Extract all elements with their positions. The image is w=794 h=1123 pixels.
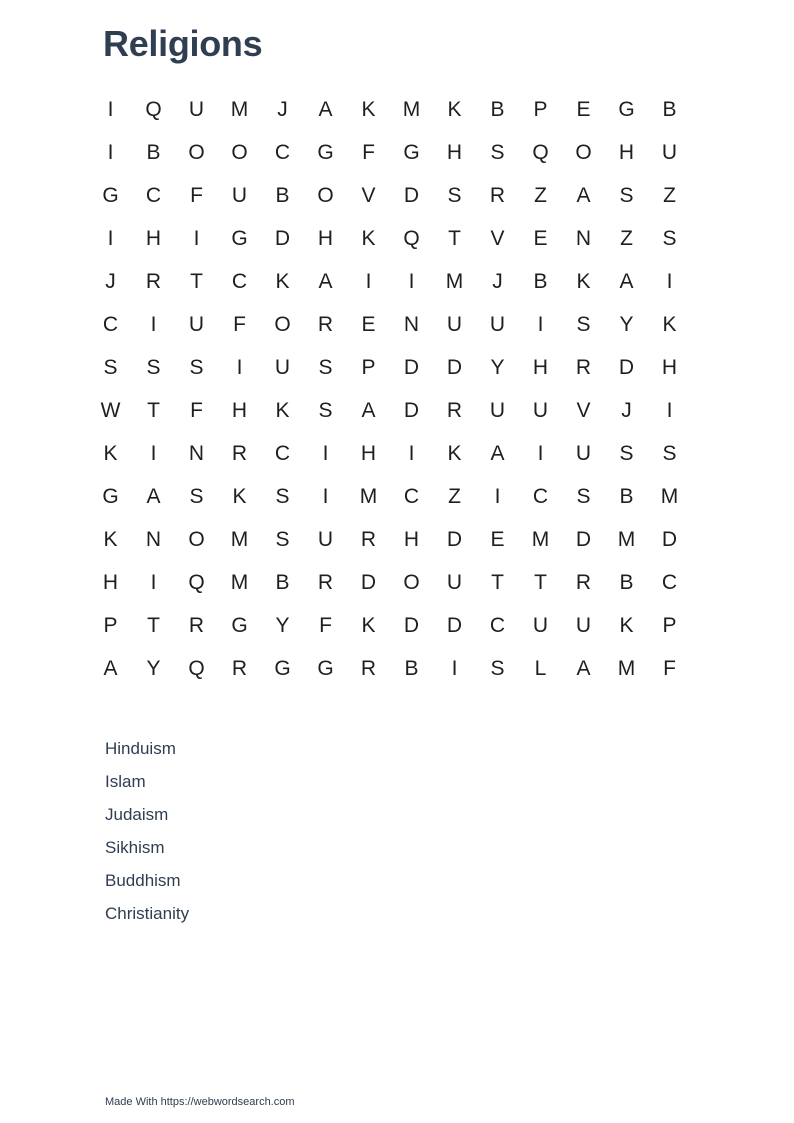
grid-cell: V [490,226,505,250]
grid-cell: P [103,613,118,637]
grid-cell: C [489,613,506,637]
grid-cell: T [190,269,203,293]
grid-cell: S [662,441,677,465]
grid-cell: C [102,312,119,336]
grid-cell: J [492,269,503,293]
grid-cell: G [231,226,248,250]
grid-cell: I [666,398,673,422]
grid-cell: I [408,269,415,293]
grid-cell: S [490,656,505,680]
grid-cell: S [146,355,161,379]
grid-cell: Q [403,226,420,250]
grid-cell: C [274,140,291,164]
grid-cell: M [230,527,249,551]
grid-cell: S [619,183,634,207]
grid-cell: R [575,355,592,379]
grid-cell: H [403,527,420,551]
grid-row [89,88,691,131]
grid-cell: H [661,355,678,379]
grid-cell: R [489,183,506,207]
grid-cell: I [494,484,501,508]
grid-cell: H [317,226,334,250]
grid-cell: K [232,484,247,508]
grid-cell: Z [448,484,461,508]
grid-cell: A [361,398,376,422]
grid-cell: D [360,570,377,594]
grid-row [89,561,691,604]
grid-cell: Q [188,656,205,680]
grid-cell: T [534,570,547,594]
grid-cell: O [231,140,248,164]
grid-row [89,131,691,174]
grid-cell: K [361,97,376,121]
grid-cell: I [150,570,157,594]
grid-cell: D [403,398,420,422]
grid-cell: S [189,355,204,379]
grid-cell: Q [532,140,549,164]
grid-cell: U [489,312,506,336]
grid-cell: C [403,484,420,508]
grid-cell: V [361,183,376,207]
grid-cell: O [188,527,205,551]
word-list-item: Islam [105,772,146,791]
grid-cell: F [190,398,203,422]
grid-cell: E [490,527,505,551]
grid-cell: M [660,484,679,508]
grid-cell: B [662,97,677,121]
grid-cell: U [446,570,463,594]
grid-cell: U [274,355,291,379]
grid-cell: Q [145,97,162,121]
grid-cell: N [145,527,162,551]
grid-cell: T [147,613,160,637]
grid-cell: M [402,97,421,121]
grid-cell: B [619,570,634,594]
grid-cell: U [575,613,592,637]
grid-cell: A [318,97,333,121]
grid-cell: D [274,226,291,250]
grid-cell: J [105,269,116,293]
word-list-item: Buddhism [105,871,181,890]
grid-cell: K [576,269,591,293]
grid-cell: U [532,398,549,422]
grid-cell: U [489,398,506,422]
grid-cell: P [361,355,376,379]
grid-cell: M [359,484,378,508]
grid-cell: K [447,97,462,121]
grid-cell: Y [490,355,505,379]
grid-cell: I [107,226,114,250]
grid-cell: G [618,97,635,121]
grid-cell: F [190,183,203,207]
grid-cell: B [490,97,505,121]
grid-cell: A [619,269,634,293]
grid-cell: G [102,484,119,508]
grid-cell: D [575,527,592,551]
grid-cell: F [233,312,246,336]
grid-cell: K [662,312,677,336]
grid-cell: K [275,398,290,422]
grid-cell: I [193,226,200,250]
grid-cell: B [404,656,419,680]
grid-cell: S [662,226,677,250]
grid-cell: P [533,97,548,121]
grid-cell: H [102,570,119,594]
grid-cell: B [619,484,634,508]
grid-cell: B [533,269,548,293]
grid-cell: Z [534,183,547,207]
grid-row [89,260,691,303]
grid-cell: B [275,183,290,207]
grid-cell: S [447,183,462,207]
grid-cell: J [621,398,632,422]
grid-cell: A [576,183,591,207]
grid-cell: C [231,269,248,293]
grid-cell: N [575,226,592,250]
grid-cell: O [188,140,205,164]
grid-cell: I [107,140,114,164]
grid-cell: K [275,269,290,293]
grid-row [89,346,691,389]
grid-cell: G [317,140,334,164]
grid-cell: Y [275,613,290,637]
grid-cell: C [274,441,291,465]
grid-cell: L [534,656,547,680]
grid-cell: I [150,441,157,465]
grid-cell: O [317,183,334,207]
grid-cell: C [661,570,678,594]
grid-cell: D [403,183,420,207]
grid-cell: D [403,613,420,637]
grid-cell: W [100,398,121,422]
grid-cell: G [403,140,420,164]
grid-row [89,303,691,346]
grid-cell: Y [619,312,634,336]
grid-cell: U [317,527,334,551]
grid-cell: G [274,656,291,680]
word-list-item: Hinduism [105,739,176,758]
grid-cell: I [408,441,415,465]
grid-row [89,389,691,432]
grid-cell: C [532,484,549,508]
word-list [105,735,189,933]
grid-cell: U [188,97,205,121]
grid-cell: A [576,656,591,680]
grid-cell: Y [146,656,161,680]
grid-cell: Q [188,570,205,594]
grid-cell: D [661,527,678,551]
word-list-item: Sikhism [105,838,165,857]
grid-cell: K [361,613,376,637]
grid-cell: F [319,613,332,637]
grid-cell: M [445,269,464,293]
grid-cell: T [491,570,504,594]
grid-cell: E [576,97,591,121]
grid-cell: B [146,140,161,164]
grid-cell: R [231,656,248,680]
grid-cell: R [317,570,334,594]
grid-cell: S [275,484,290,508]
grid-cell: S [576,484,591,508]
grid-cell: C [145,183,162,207]
grid-cell: I [150,312,157,336]
grid-cell: A [146,484,161,508]
grid-cell: V [576,398,591,422]
grid-cell: A [318,269,333,293]
grid-cell: O [575,140,592,164]
grid-cell: R [360,527,377,551]
grid-cell: U [532,613,549,637]
grid-cell: H [532,355,549,379]
grid-cell: S [103,355,118,379]
footer-credit: Made With https://webwordsearch.com [105,1096,295,1108]
grid-cell: K [103,441,118,465]
grid-cell: I [537,441,544,465]
grid-cell: M [230,97,249,121]
grid-cell: I [107,97,114,121]
grid-cell: H [231,398,248,422]
grid-cell: U [188,312,205,336]
grid-row [89,174,691,217]
grid-cell: I [322,441,329,465]
grid-cell: U [575,441,592,465]
grid-cell: M [230,570,249,594]
grid-cell: D [618,355,635,379]
word-list-item: Judaism [105,805,169,824]
grid-row [89,604,691,647]
grid-cell: R [231,441,248,465]
grid-cell: M [617,656,636,680]
grid-cell: S [318,398,333,422]
grid-cell: R [145,269,162,293]
grid-row [89,647,691,690]
letter-grid [89,88,691,690]
grid-cell: A [103,656,118,680]
grid-cell: E [361,312,376,336]
grid-cell: R [188,613,205,637]
grid-cell: H [618,140,635,164]
grid-cell: H [446,140,463,164]
grid-cell: E [533,226,548,250]
grid-cell: Z [663,183,676,207]
grid-cell: S [490,140,505,164]
grid-cell: K [103,527,118,551]
grid-cell: S [619,441,634,465]
grid-cell: M [531,527,550,551]
grid-cell: I [537,312,544,336]
grid-cell: H [145,226,162,250]
grid-cell: K [361,226,376,250]
grid-cell: D [403,355,420,379]
grid-row [89,432,691,475]
grid-cell: F [663,656,676,680]
grid-cell: D [446,355,463,379]
grid-cell: S [318,355,333,379]
grid-cell: S [275,527,290,551]
grid-cell: R [446,398,463,422]
grid-cell: O [274,312,291,336]
grid-cell: I [451,656,458,680]
grid-cell: I [365,269,372,293]
grid-cell: G [102,183,119,207]
grid-row [89,475,691,518]
grid-cell: D [446,613,463,637]
grid-cell: T [147,398,160,422]
grid-cell: B [275,570,290,594]
grid-cell: S [576,312,591,336]
grid-cell: J [277,97,288,121]
grid-cell: G [231,613,248,637]
grid-cell: K [447,441,462,465]
grid-cell: U [661,140,678,164]
grid-cell: R [317,312,334,336]
grid-cell: G [317,656,334,680]
grid-cell: U [231,183,248,207]
grid-cell: U [446,312,463,336]
grid-cell: K [619,613,634,637]
grid-cell: Z [620,226,633,250]
word-list-item: Christianity [105,904,190,923]
grid-cell: I [666,269,673,293]
grid-cell: H [360,441,377,465]
grid-cell: O [403,570,420,594]
grid-cell: M [617,527,636,551]
grid-cell: T [448,226,461,250]
grid-row [89,217,691,260]
grid-cell: I [236,355,243,379]
page-title: Religions [103,23,263,64]
grid-cell: F [362,140,375,164]
grid-cell: N [403,312,420,336]
grid-cell: N [188,441,205,465]
grid-cell: D [446,527,463,551]
grid-cell: A [490,441,505,465]
grid-cell: S [189,484,204,508]
grid-row [89,518,691,561]
grid-cell: R [575,570,592,594]
grid-cell: R [360,656,377,680]
grid-cell: I [322,484,329,508]
grid-cell: P [662,613,677,637]
